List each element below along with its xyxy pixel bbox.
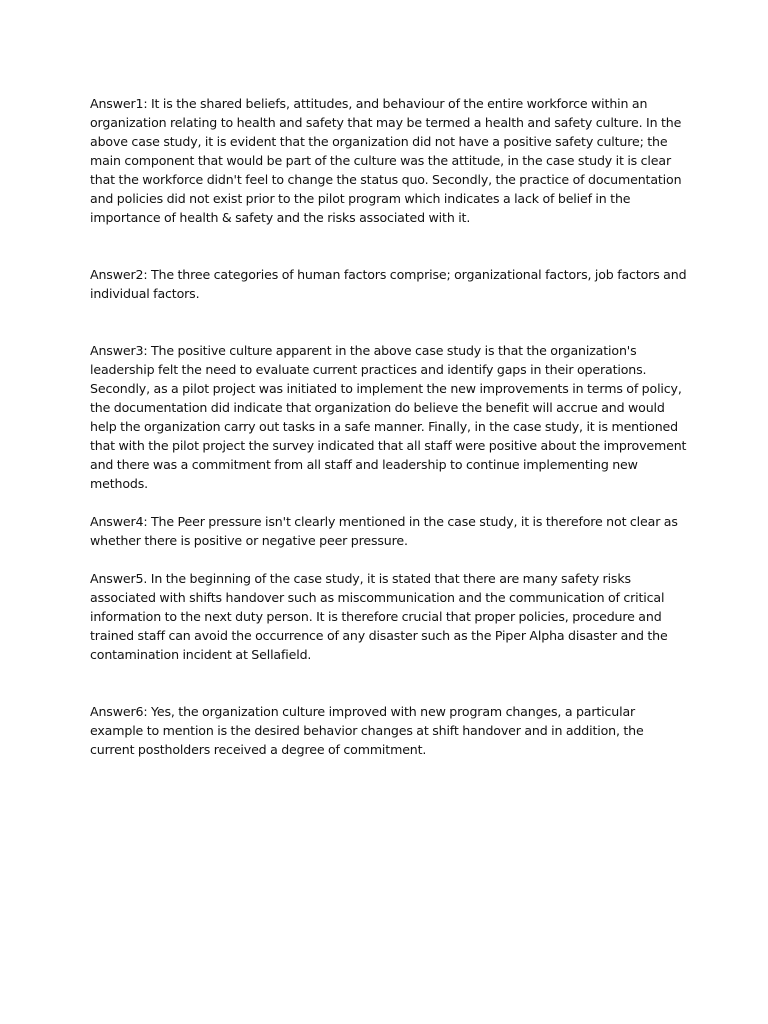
document-page xyxy=(90,94,690,759)
answer-6-paragraph: Answer6: Yes, the organization culture improved with new program changes, a particular example to mention is the desired behavior changes at shift handover and in addition, the current postholders received a degree of commitment. xyxy=(90,704,644,757)
answer-5-paragraph: Answer5. In the beginning of the case study, it is stated that there are many safety risks associated with shifts handover such as miscommunication and the communication of critical information to the next duty person. It is therefore crucial that proper policies, procedure and trained staff can avoid the occurrence of any disaster such as the Piper Alpha disaster and the contamination incident at Sellafield. xyxy=(90,571,668,662)
answer-2-paragraph: Answer2: The three categories of human factors comprise; organizational factors, job factors and individual factors. xyxy=(90,267,687,301)
answer-4-paragraph: Answer4: The Peer pressure isn't clearly mentioned in the case study, it is therefore not clear as whether there is positive or negative peer pressure. xyxy=(90,514,678,548)
answer-3-paragraph: Answer3: The positive culture apparent in the above case study is that the organization's leadership felt the need to evaluate current practices and identify gaps in their operations. Secondly, as a pilot project was initiated to implement the new improvements in terms of policy, the documentation did indicate that organization do believe the benefit will accrue and would help the organization carry out tasks in a safe manner. Finally, in the case study, it is mentioned that with the pilot project the survey indicated that all staff were positive about the improvement and there was a commitment from all staff and leadership to continue implementing new methods. xyxy=(90,343,687,491)
answer-1-paragraph: Answer1: It is the shared beliefs, attitudes, and behaviour of the entire workforce within an organization relating to health and safety that may be termed a health and safety culture. In the above case study, it is evident that the organization did not have a positive safety culture; the main component that would be part of the culture was the attitude, in the case study it is clear that the workforce didn't feel to change the status quo. Secondly, the practice of documentation and policies did not exist prior to the pilot program which indicates a lack of belief in the importance of health & safety and the risks associated with it. xyxy=(90,96,682,225)
